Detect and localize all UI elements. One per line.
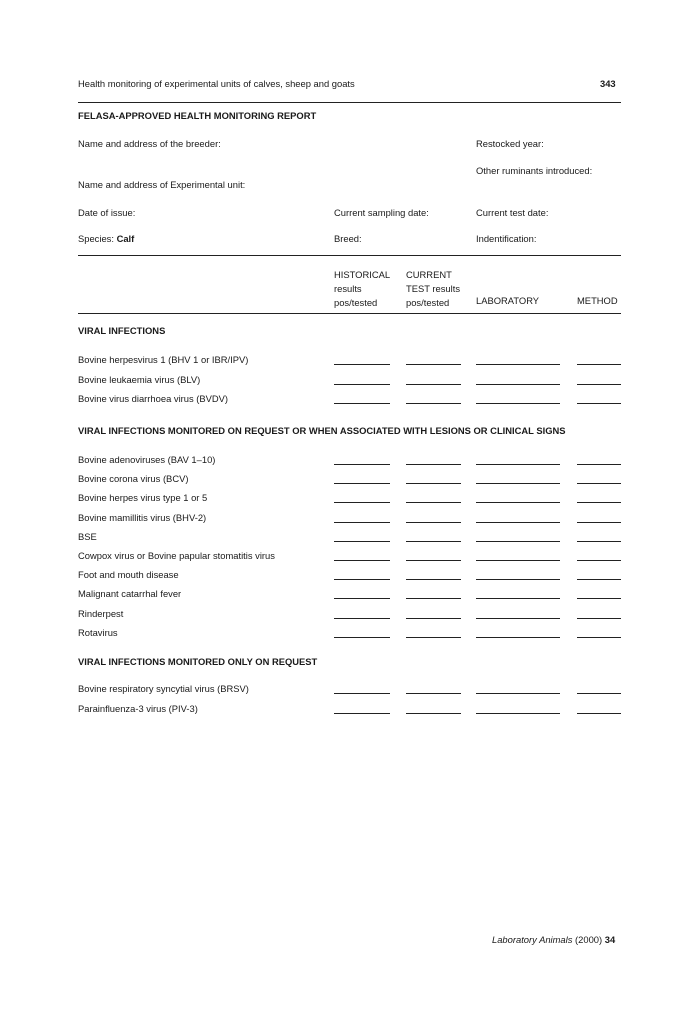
historical-header-line: results [334, 283, 362, 294]
method-blank [577, 598, 621, 599]
header-rule [78, 102, 621, 103]
current-result-blank [406, 598, 461, 599]
method-blank [577, 693, 621, 694]
current-result-blank [406, 713, 461, 714]
method-blank [577, 483, 621, 484]
laboratory-blank [476, 579, 560, 580]
historical-result-blank [334, 464, 390, 465]
current-result-blank [406, 541, 461, 542]
method-blank [577, 502, 621, 503]
test-item-label: Bovine herpesvirus 1 (BHV 1 or IBR/IPV) [78, 354, 249, 365]
experimental-unit-label: Name and address of Experimental unit: [78, 179, 246, 190]
report-title: FELASA-APPROVED HEALTH MONITORING REPORT [78, 110, 317, 121]
method-blank [577, 384, 621, 385]
breeder-field-label: Name and address of the breeder: [78, 138, 221, 149]
test-item-label: Malignant catarrhal fever [78, 588, 182, 599]
laboratory-blank [476, 364, 560, 365]
current-result-blank [406, 522, 461, 523]
journal-citation [492, 935, 615, 944]
historical-result-blank [334, 483, 390, 484]
historical-result-blank [334, 522, 390, 523]
method-blank [577, 464, 621, 465]
historical-result-blank [334, 598, 390, 599]
method-blank [577, 364, 621, 365]
test-date-label: Current test date: [476, 207, 549, 218]
laboratory-blank [476, 502, 560, 503]
test-item-label: Bovine herpes virus type 1 or 5 [78, 492, 208, 503]
laboratory-blank [476, 541, 560, 542]
journal-name: Laboratory Animals [492, 934, 573, 945]
test-item-label: Bovine adenoviruses (BAV 1–10) [78, 454, 216, 465]
test-item-label: Bovine corona virus (BCV) [78, 473, 189, 484]
laboratory-blank [476, 713, 560, 714]
historical-result-blank [334, 403, 390, 404]
column-header-rule [78, 313, 621, 314]
laboratory-blank [476, 464, 560, 465]
test-item-label: Foot and mouth disease [78, 569, 179, 580]
method-blank [577, 522, 621, 523]
historical-result-blank [334, 384, 390, 385]
method-blank [577, 541, 621, 542]
identification-label: Indentification: [476, 233, 537, 244]
method-column-header: METHOD [577, 295, 618, 306]
current-result-blank [406, 483, 461, 484]
restocked-year-label: Restocked year: [476, 138, 544, 149]
current-result-blank [406, 403, 461, 404]
test-item-label: Cowpox virus or Bovine papular stomatitis virus [78, 550, 275, 561]
journal-year: (2000) [575, 934, 603, 945]
laboratory-blank [476, 522, 560, 523]
test-item-label: Bovine virus diarrhoea virus (BVDV) [78, 393, 229, 404]
current-result-blank [406, 637, 461, 638]
current-result-blank [406, 618, 461, 619]
current-header-line: pos/tested [406, 297, 450, 308]
laboratory-blank [476, 560, 560, 561]
method-blank [577, 713, 621, 714]
historical-result-blank [334, 541, 390, 542]
journal-volume: 34 [604, 934, 616, 945]
test-item-label: Rotavirus [78, 627, 118, 638]
current-header-line: CURRENT [406, 269, 452, 280]
test-item-label: Parainfluenza-3 virus (PIV-3) [78, 703, 198, 714]
test-item-label: Bovine mamillitis virus (BHV-2) [78, 512, 207, 523]
current-result-blank [406, 384, 461, 385]
section-heading: VIRAL INFECTIONS MONITORED ON REQUEST OR WHEN ASSOCIATED WITH LESIONS OR CLINICAL SIGNS [78, 425, 566, 436]
laboratory-blank [476, 403, 560, 404]
historical-result-blank [334, 637, 390, 638]
historical-result-blank [334, 693, 390, 694]
running-header-title: Health monitoring of experimental units of calves, sheep and goats [78, 78, 355, 89]
method-blank [577, 637, 621, 638]
breed-label: Breed: [334, 233, 362, 244]
sampling-date-label: Current sampling date: [334, 207, 429, 218]
laboratory-blank [476, 637, 560, 638]
historical-result-blank [334, 579, 390, 580]
laboratory-blank [476, 483, 560, 484]
laboratory-blank [476, 618, 560, 619]
historical-header-line: pos/tested [334, 297, 378, 308]
laboratory-blank [476, 598, 560, 599]
species-label: Species: [78, 233, 114, 244]
fields-rule [78, 255, 621, 256]
method-blank [577, 579, 621, 580]
test-item-label: Rinderpest [78, 608, 124, 619]
laboratory-blank [476, 384, 560, 385]
method-blank [577, 560, 621, 561]
section-heading: VIRAL INFECTIONS [78, 325, 166, 336]
current-result-blank [406, 560, 461, 561]
laboratory-blank [476, 693, 560, 694]
test-item-label: Bovine leukaemia virus (BLV) [78, 374, 201, 385]
current-result-blank [406, 464, 461, 465]
historical-result-blank [334, 502, 390, 503]
species-field [78, 234, 134, 243]
historical-result-blank [334, 364, 390, 365]
historical-header-line: HISTORICAL [334, 269, 391, 280]
current-header-line: TEST results [406, 283, 461, 294]
current-result-blank [406, 579, 461, 580]
historical-column-header [334, 268, 390, 310]
page-number: 343 [600, 78, 616, 89]
method-blank [577, 618, 621, 619]
test-item-label: Bovine respiratory syncytial virus (BRSV) [78, 683, 249, 694]
current-result-blank [406, 693, 461, 694]
other-ruminants-label: Other ruminants introduced: [476, 165, 593, 176]
historical-result-blank [334, 560, 390, 561]
current-result-blank [406, 502, 461, 503]
current-column-header [406, 268, 460, 310]
method-blank [577, 403, 621, 404]
test-item-label: BSE [78, 531, 97, 542]
date-of-issue-label: Date of issue: [78, 207, 136, 218]
current-result-blank [406, 364, 461, 365]
species-value: Calf [116, 233, 135, 244]
laboratory-column-header: LABORATORY [476, 295, 540, 306]
historical-result-blank [334, 618, 390, 619]
section-heading: VIRAL INFECTIONS MONITORED ONLY ON REQUEST [78, 656, 318, 667]
historical-result-blank [334, 713, 390, 714]
